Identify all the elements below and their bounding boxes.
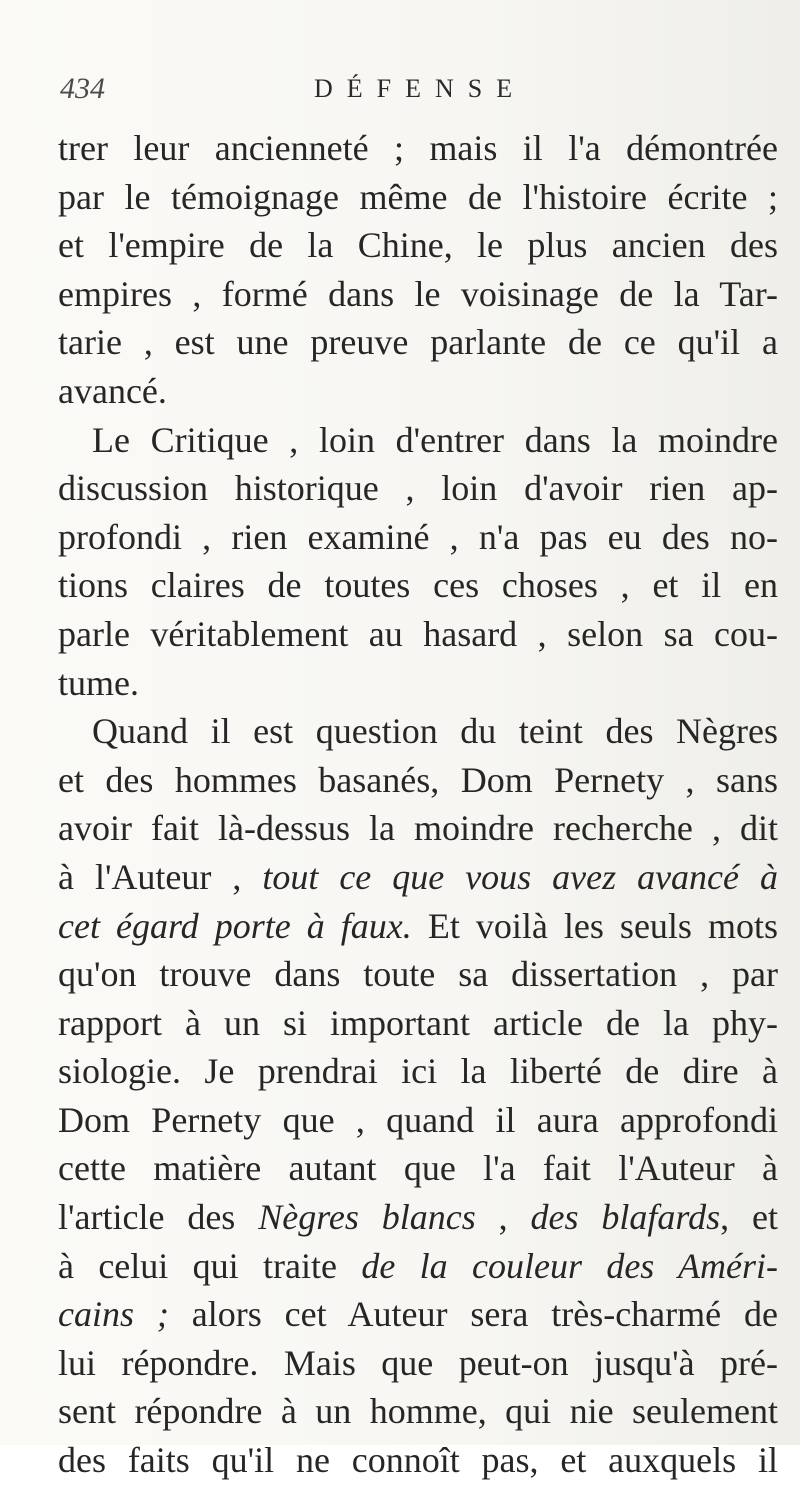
body-text: [58, 124, 778, 1485]
text-segment: profondi , rien examiné , n'a pas eu des no-: [58, 516, 778, 557]
text-line: [58, 1290, 778, 1339]
text-line: [58, 1436, 778, 1485]
italic-text: tout ce que vous avez avancé à: [262, 856, 778, 897]
text-segment: avoir fait là-dessus la moindre recherche , dit: [58, 808, 778, 849]
italic-text: des blafards: [530, 1197, 721, 1238]
italic-text: cains ;: [58, 1294, 169, 1335]
text-segment: empires , formé dans le voisinage de la Tar-: [58, 273, 778, 314]
text-segment: tions claires de toutes ces choses , et il en: [58, 565, 778, 606]
text-line: [58, 318, 778, 367]
text-segment: trer leur ancienneté ; mais il l'a démontrée: [58, 128, 778, 168]
text-segment: alors cet Auteur sera très-charmé de: [168, 1294, 778, 1335]
text-line: [58, 270, 778, 319]
text-segment: qu'on trouve dans toute sa dissertation , par: [58, 954, 778, 995]
text-line: [58, 707, 778, 756]
text-segment: à l'Auteur ,: [58, 856, 263, 897]
text-segment: sent répondre à un homme, qui nie seulement: [58, 1391, 778, 1432]
text-segment: avancé.: [58, 370, 167, 411]
text-segment: par le témoignage même de l'histoire écrite ;: [58, 176, 778, 217]
text-line: [58, 367, 778, 416]
page-number: 434: [60, 72, 105, 105]
page-header: [52, 72, 740, 112]
text-line: [58, 173, 778, 222]
text-line: [58, 902, 778, 951]
text-segment: discussion historique , loin d'avoir rien ap-: [58, 468, 778, 509]
text-segment: et des hommes basanés, Dom Pernety , sans: [58, 759, 778, 800]
text-segment: ,: [475, 1197, 531, 1238]
text-line: [58, 221, 778, 270]
text-line: [58, 1387, 778, 1436]
text-segment: lui répondre. Mais que peut-on jusqu'à pré-: [58, 1342, 778, 1383]
text-line: [58, 513, 778, 562]
italic-text: cet égard porte à faux.: [58, 905, 412, 946]
text-line: [58, 659, 778, 708]
italic-text: Nègres blancs: [258, 1197, 476, 1238]
text-line: [58, 1193, 778, 1242]
text-segment: cette matière autant que l'a fait l'Auteur à: [58, 1148, 778, 1189]
italic-text: de la couleur des Améri-: [361, 1245, 778, 1286]
text-line: [58, 561, 778, 610]
text-segment: l'article des: [58, 1197, 259, 1238]
text-segment: à celui qui traite: [58, 1245, 362, 1286]
text-line: [58, 416, 778, 465]
text-line: [58, 853, 778, 902]
text-line: [58, 1144, 778, 1193]
text-segment: tarie , est une preuve parlante de ce qu'il a: [58, 322, 778, 363]
text-line: [58, 804, 778, 853]
text-segment: Et voilà les seuls mots: [411, 905, 778, 946]
text-line: [58, 610, 778, 659]
text-line: [58, 1242, 778, 1291]
text-segment: tume.: [58, 662, 139, 703]
text-segment: , et: [720, 1197, 779, 1238]
text-line: [58, 124, 778, 173]
text-line: [58, 1339, 778, 1388]
text-line: [58, 1096, 778, 1145]
text-segment: rapport à un si important article de la phy-: [58, 1002, 778, 1043]
text-line: [58, 999, 778, 1048]
text-segment: siologie. Je prendrai ici la liberté de dire à: [58, 1051, 778, 1092]
text-segment: Le Critique , loin d'entrer dans la moindre: [92, 419, 778, 460]
text-segment: et l'empire de la Chine, le plus ancien des: [58, 225, 778, 266]
text-segment: des faits qu'il ne connoît pas, et auxquels il: [58, 1440, 778, 1481]
text-segment: Quand il est question du teint des Nègres: [92, 711, 778, 752]
text-line: [58, 950, 778, 999]
text-line: [58, 1047, 778, 1096]
text-line: [58, 756, 778, 805]
text-line: [58, 464, 778, 513]
text-segment: Dom Pernety que , quand il aura approfondi: [58, 1099, 778, 1140]
running-title: DÉFENSE: [314, 74, 527, 103]
text-segment: parle véritablement au hasard , selon sa cou-: [58, 613, 778, 654]
